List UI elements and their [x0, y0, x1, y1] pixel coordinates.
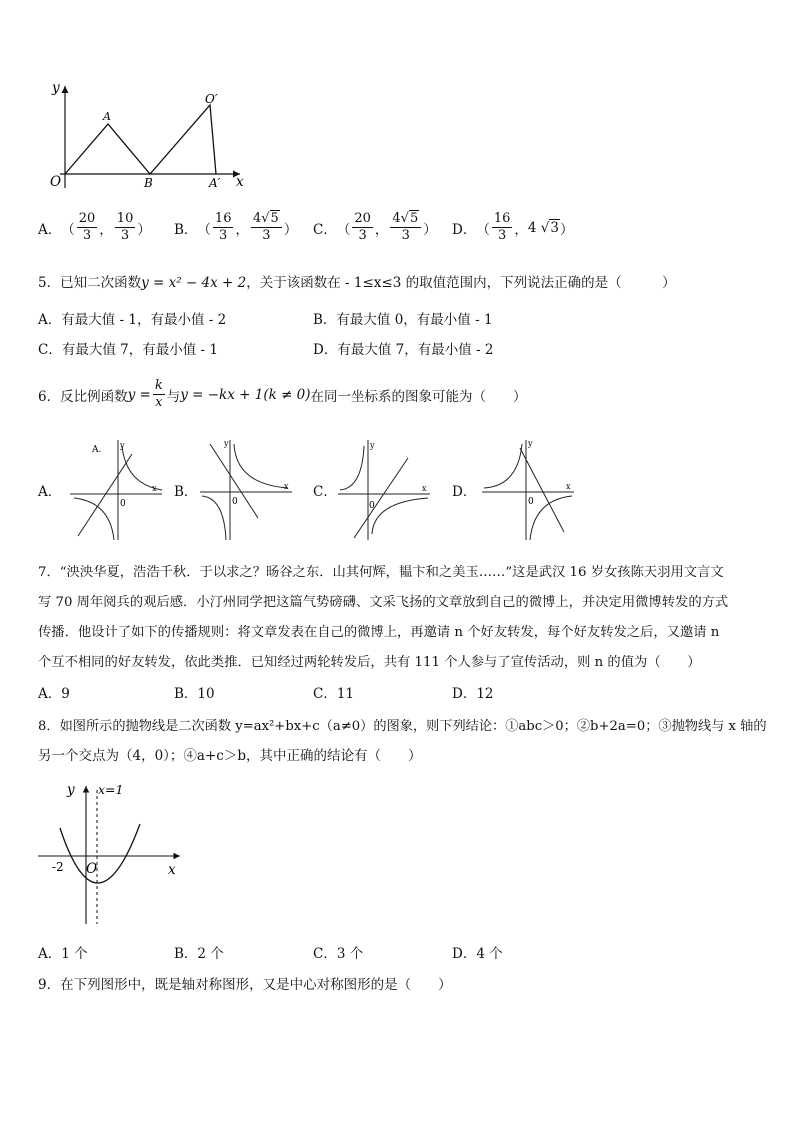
q6-stem: 6．反比例函数 y = $\frac{k}{x}$ 与 y = −kx + 1(k ≠ 0) 在同一坐标系的图象可能为（ ）	[38, 378, 527, 411]
svg-text:O: O	[86, 861, 98, 877]
q7-option-a[interactable]: A．9	[38, 686, 70, 702]
q4-option-d[interactable]: D． （ $\frac{16}{3}$ ， 4 √3 ）	[452, 211, 574, 244]
q8-option-a[interactable]: A．1 个	[38, 946, 88, 962]
q7-line-1: 7．“泱泱华夏，浩浩千秋．于以求之？旸谷之东．山其何辉，韫卞和之美玉……”这是武汉 16 岁女孩陈天羽用文言文	[38, 565, 724, 580]
q8-option-c[interactable]: C．3 个	[313, 946, 364, 962]
svg-text:0: 0	[528, 497, 534, 507]
label-A: A	[103, 110, 111, 123]
q8-line-2: 另一个交点为（4，0）；④a+c＞b，其中正确的结论有（ ）	[38, 748, 422, 764]
q7-line-2: 写 70 周年阅兵的观后感．小汀州同学把这篇气势磅礴、文采飞扬的文章放到自己的微博上，并决定用微博转发的方式	[38, 595, 729, 610]
svg-text:y: y	[67, 782, 75, 798]
label-B: B	[144, 176, 153, 190]
label-O: O	[50, 174, 62, 190]
q5-option-a[interactable]: A．有最大值 - 1，有最小值 - 2	[38, 312, 227, 328]
q4-option-b[interactable]: B． （ $\frac{16}{3}$ ， $\frac{4√5}{3}$ ）	[174, 211, 298, 244]
graph-a-tag: A.	[92, 445, 102, 455]
svg-text:y: y	[120, 441, 125, 450]
q8-option-b[interactable]: B．2 个	[174, 946, 224, 962]
label-O-prime: O′	[205, 92, 218, 106]
svg-text:x: x	[152, 484, 157, 493]
q7-option-c[interactable]: C．11	[313, 686, 355, 702]
q7-line-3: 传播．他设计了如下的传播规则：将文章发表在自己的微博上，再邀请 n 个好友转发，每个好友转发之后，又邀请 n	[38, 625, 720, 640]
q6-graph-c[interactable]	[334, 436, 434, 544]
svg-text:y: y	[370, 441, 375, 450]
svg-text:0: 0	[120, 499, 126, 509]
figure-q4-graph	[40, 78, 260, 196]
q6-option-c-label[interactable]: C．	[313, 484, 337, 500]
svg-text:0: 0	[232, 497, 238, 507]
svg-text:x: x	[168, 862, 176, 878]
q6-option-a-label[interactable]: A．	[38, 484, 62, 500]
label-A-prime: A′	[209, 176, 221, 190]
q5-option-c[interactable]: C．有最大值 7，有最小值 - 1	[38, 342, 218, 358]
svg-text:0: 0	[369, 501, 375, 511]
svg-text:y: y	[528, 439, 533, 448]
q6-option-d-label[interactable]: D．	[452, 484, 477, 500]
q4-option-a[interactable]: A． （ $\frac{20}{3}$ ， $\frac{10}{3}$ ）	[38, 211, 151, 244]
label-x: x	[236, 174, 244, 190]
q6-option-b-label[interactable]: B．	[174, 484, 198, 500]
label-y: y	[52, 80, 60, 96]
q4-option-c[interactable]: C． （ $\frac{20}{3}$ ， $\frac{4√5}{3}$ ）	[313, 211, 437, 244]
zigzag-path	[65, 105, 216, 174]
q5-option-b[interactable]: B．有最大值 0，有最小值 - 1	[313, 312, 493, 328]
svg-text:-2: -2	[52, 860, 64, 874]
svg-text:y: y	[224, 439, 229, 448]
q7-option-b[interactable]: B．10	[174, 686, 215, 702]
q7-option-d[interactable]: D．12	[452, 686, 494, 702]
svg-text:x: x	[566, 482, 571, 491]
svg-text:x: x	[422, 484, 427, 493]
figure-q8-parabola	[36, 778, 186, 928]
q6-graph-d[interactable]	[478, 436, 578, 544]
q8-option-d[interactable]: D．4 个	[452, 946, 503, 962]
q6-graph-b[interactable]	[196, 436, 296, 544]
svg-text:x: x	[284, 482, 289, 491]
q5-option-d[interactable]: D．有最大值 7，有最小值 - 2	[313, 342, 494, 358]
q8-line-1: 8．如图所示的抛物线是二次函数 y=ax²+bx+c（a≠0）的图象，则下列结论：①abc＞0；②b+2a=0；③抛物线与 x 轴的	[38, 719, 767, 734]
svg-text:x=1: x=1	[98, 782, 124, 797]
q7-line-4: 个互不相同的好友转发，依此类推．已知经过两轮转发后，共有 111 个人参与了宣传活动，则 n 的值为（ ）	[38, 655, 701, 670]
q6-graph-a[interactable]	[66, 436, 166, 544]
q9-stem: 9．在下列图形中，既是轴对称图形，又是中心对称图形的是（ ）	[38, 977, 452, 993]
parabola-curve	[60, 824, 140, 883]
q5-stem: 5．已知二次函数y = x² − 4x + 2，关于该函数在 - 1≤x≤3 的取值范围内，下列说法正确的是（ ）	[38, 275, 676, 291]
